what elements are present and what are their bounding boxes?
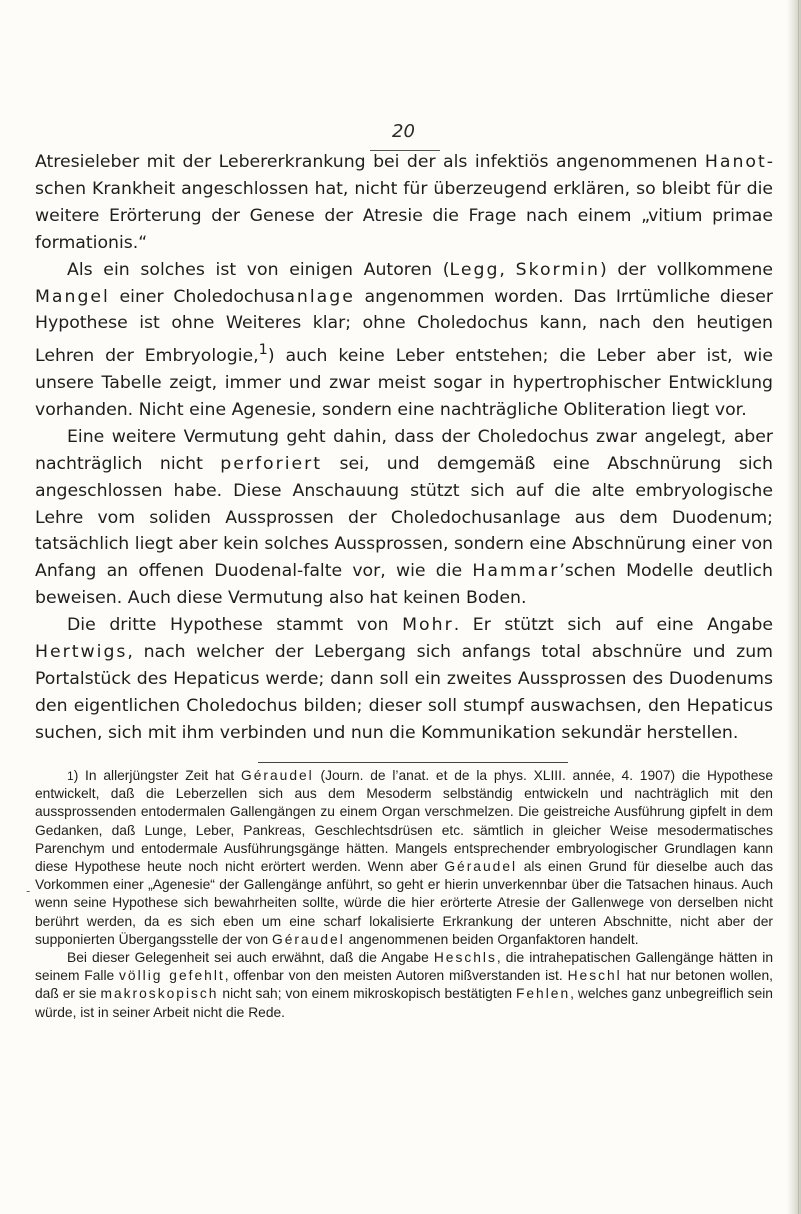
text-run: angenommen worden. Das Irrtümliche dieser Hypothese ist ohne Weiteres klar; ohne Choledochus kann, nach den heutigen Lehren der Embryologie, xyxy=(35,286,773,367)
footnote xyxy=(35,949,773,1022)
spaced-name: anlage xyxy=(284,286,355,307)
paragraph xyxy=(35,612,773,747)
text-run: als einen Grund für dieselbe auch das Vorkommen einer „Agenesie“ der Gallengänge anführt, so geht er hierin unverkennbar über die Tatsachen hinaus. Auch wenn seine Hypothese sich bewahrheiten sollte, würde die hier erörterte Atresie der Gallenwege von derselben nicht berührt werden, da es sich eben um eine scharf lokalisierte Erkrankung der unteren Abschnitte, nicht aber der supponierten Übergangsstelle der von xyxy=(35,859,773,947)
margin-dash: - xyxy=(26,884,31,898)
text-run: Bei dieser Gelegenheit sei auch erwähnt, daß die Angabe xyxy=(67,950,434,966)
footnotes xyxy=(35,767,773,1022)
text-run: nicht sah; von einem mikroskopisch bestätigten xyxy=(218,986,516,1002)
paragraph xyxy=(35,149,773,257)
spaced-name: Heschl xyxy=(567,968,622,984)
footnote-marker: 1 xyxy=(67,769,74,783)
spaced-name: Skormin xyxy=(515,259,600,280)
text-run: , welches ganz unbegreiflich sein würde, ist in seiner Arbeit nicht die Rede. xyxy=(35,986,773,1020)
spaced-name: Mohr xyxy=(402,615,454,636)
text-run: angenommenen beiden Organfaktoren handelt. xyxy=(344,931,639,947)
text-run: , nach welcher der Lebergang sich anfangs total abschnüre und zum Portalstück des Hepaticus werde; dann soll ein zweites Aussprossen des Duodenums den eigentlichen Choledochus bilden; dieser soll stumpf auswachsen, den Hepaticus suchen, sich mit ihm verbinden und nun die Kommunikation sekundär herstellen. xyxy=(35,642,773,743)
text-run: Die dritte Hypothese stammt von xyxy=(67,615,403,636)
spaced-name: Géraudel xyxy=(444,859,518,875)
spaced-name: Heschls xyxy=(433,950,497,966)
text-run: einer Choledochus xyxy=(109,286,285,307)
text-run: , xyxy=(499,259,516,280)
spaced-name: völlig gefehlt xyxy=(119,968,225,984)
spaced-name: Fehlen xyxy=(515,986,571,1002)
spaced-name: makroskopisch xyxy=(100,986,219,1002)
text-run: . Er stützt sich auf eine Angabe xyxy=(453,615,774,636)
text-run: hat nur betonen wollen, daß er sie xyxy=(35,968,773,1002)
page-edge-line xyxy=(798,0,799,1214)
text-run: Als ein solches ist von einigen Autoren ( xyxy=(67,259,450,280)
footnote-separator xyxy=(258,762,568,763)
text-run: ) In allerjüngster Zeit hat xyxy=(73,768,241,783)
text-run: Atresieleber mit der Lebererkrankung bei der als infektiös angenommenen xyxy=(35,152,705,172)
page-number: 20 xyxy=(392,121,415,142)
spaced-name: Hanot xyxy=(704,152,767,172)
main-text xyxy=(35,149,773,747)
spaced-name: perforiert xyxy=(220,453,323,474)
paragraph xyxy=(35,424,773,612)
text-run: sei, und demgemäß eine Abschnürung sich angeschlossen habe. Diese Anschauung stützt sich auf die alte embryologische Lehre vom soliden Aussprossen der Choledochusanlage aus dem Duodenum; tatsächlich liegt aber kein solches Aussprossen, sondern eine Abschnürung einer von Anfang an offenen Duodenal-falte vor, wie die xyxy=(35,453,773,582)
text-run: , die intrahepatischen Gallengänge hätten in seinem Falle xyxy=(35,950,773,984)
text-run: , offenbar von den meisten Autoren mißverstanden ist. xyxy=(224,968,568,984)
spaced-name: Mangel xyxy=(35,286,110,307)
text-run: -schen Krankheit angeschlossen hat, nicht für überzeugend erklären, so bleibt für die weitere Erörterung der Genese der Atresie die Frage nach einem „vitium primae formationis.“ xyxy=(35,152,773,253)
spaced-name: Legg xyxy=(449,259,500,280)
spaced-name: Hammar xyxy=(472,561,560,582)
spaced-name: Hertwigs xyxy=(35,642,128,663)
text-run: ) auch keine Leber entstehen; die Leber aber ist, wie unsere Tabelle zeigt, immer und zwar meist sogar in hypertrophischer Entwicklung vorhanden. Nicht eine Agenesie, sondern eine nachträgliche Obliteration liegt vor. xyxy=(35,346,773,420)
paragraph xyxy=(35,257,773,424)
text-run: (Journ. de l’anat. et de la phys. XLIII. année, 4. 1907) die Hypothese entwickelt, daß die Leberzellen sich aus dem Mesoderm selbständig entwickeln und nachträglich mit den aussprossenden entodermalen Gallengängen zu einem Organ verschmelzen. Die geistreiche Ausführung gipfelt in dem Gedanken, daß Lunge, Leber, Pankreas, Geschlechtsdrüsen etc. sämtlich in gleicher Weise mesodermatisches Parenchym und entodermale Ausführungsgänge hätten. Mangels entsprechender embryologischer Grundlagen kann diese Hypothese heute noch nicht erörtert werden. Wenn aber xyxy=(35,768,774,875)
text-run: ) der vollkommene xyxy=(599,259,774,280)
spaced-name: Géraudel xyxy=(272,931,345,947)
footnote-reference: 1 xyxy=(258,342,268,359)
text-run: Eine weitere Vermutung geht dahin, dass der Choledochus zwar angelegt, aber nachträglich nicht xyxy=(35,426,773,474)
footnote xyxy=(35,767,773,949)
spaced-name: Géraudel xyxy=(240,768,314,783)
text-run: ’schen Modelle deutlich beweisen. Auch diese Vermutung also hat keinen Boden. xyxy=(35,561,773,609)
